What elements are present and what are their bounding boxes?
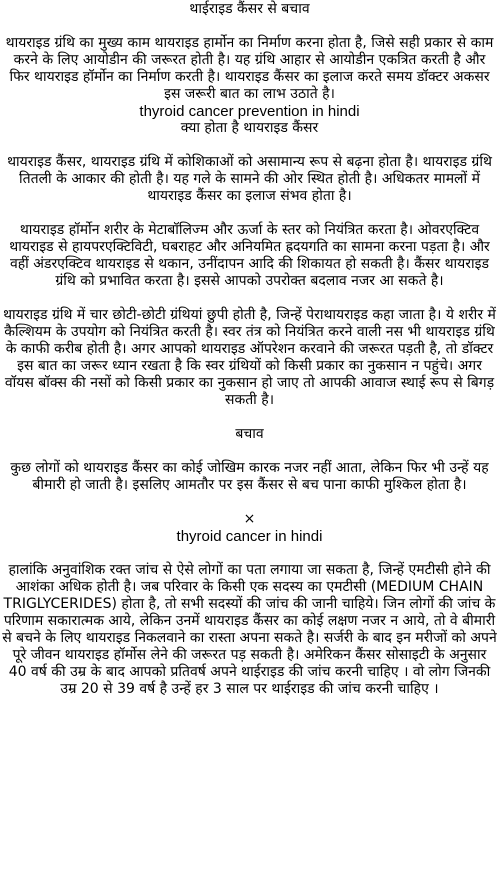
paragraph-parathyroid: थायराइड ग्रंथि में चार छोटी-छोटी ग्रंथियां छुपी होती है, जिन्हें पेराथायराइड कहा जाता है। ये शरीर में कैल्शियम के उपयोग को नियंत्रित करती है। स्वर तंत्र को नियंत्रित करने वाली नस भी थायराइड ग्रंथि के काफी करीब होती है। अगर आपको थायराइड ऑपरेशन करवाने की जरूरत पड़ती है, तो डॉक्टर इस बात का जरूर ध्यान रखता है कि स्वर ग्रंथियों को किसी प्रकार का नुकसान न पहुंचे। अगर वॉयस बॉक्स की नसों को किसी प्रकार का नुकसान हो जाए तो आपकी आवाज स्थाई रूप से बिगड़ सकती है। xyxy=(3,307,496,408)
intro-paragraph: थायराइड ग्रंथि का मुख्य काम थायराइड हार्मोन का निर्माण करना होता है, जिसे सही प्रकार से काम करने के लिए आयोडीन की जरूरत होती है। यह ग्रंथि आहार से आयोडीन एकत्रित करती है और फिर थायराइड हॉर्मोन का निर्माण करती है। थायराइड कैंसर का इलाज करते समय डॉक्टर अकसर इस जरूरी बात का लाभ उठाते है। xyxy=(5,35,494,102)
section-heading-what-is: क्या होता है थायराइड कैंसर xyxy=(180,120,319,136)
english-heading-prevention: thyroid cancer prevention in hindi xyxy=(139,103,360,120)
paragraph-definition: थायराइड कैंसर, थायराइड ग्रंथि में कोशिकाओं को असामान्य रूप से बढ़ना होता है। थायराइड ग्रंथि तितली के आकार की होती है। यह गले के सामने की ओर स्थित होती है। अधिकतर मामलों में थायराइड कैंसर का इलाज संभव होता है। xyxy=(7,154,492,204)
close-icon[interactable]: × xyxy=(243,511,256,527)
article xyxy=(0,1,499,698)
section-heading-prevention: बचाव xyxy=(235,426,264,442)
page-title: थाईराइड कैंसर से बचाव xyxy=(189,1,310,17)
paragraph-hormone: थायराइड हॉर्मोन शरीर के मेटाबॉलिज्म और ऊर्जा के स्तर को नियंत्रित करता है। ओवरएक्टिव थायराइड से हायपरएक्टिविटी, घबराहट और अनियमित ह्रदयगति का सामना करना पड़ता है। और वहीं अंडरएक्टिव थायराइड से थकान, उनींदापन आदि की शिकायत हो सकती है। कैंसर थायराइड ग्रंथि को प्रभावित करता है। इससे आपको उपरोक्त बदलाव नजर आ सकते है। xyxy=(9,222,490,289)
paragraph-risk: कुछ लोगों को थायराइड कैंसर का कोई जोखिम कारक नजर नहीं आता, लेकिन फिर भी उन्हें यह बीमारी हो जाती है। इसलिए आमतौर पर इस कैंसर से बच पाना काफी मुश्किल होता है। xyxy=(10,460,489,493)
paragraph-genetic-test: हालांकि अनुवांशिक रक्त जांच से ऐसे लोगों का पता लगाया जा सकता है, जिन्हें एमटीसी होने की आशंका अधिक होती है। जब परिवार के किसी एक सदस्य का एमटीसी (MEDIUM CHAIN TRIGLYCERIDES) होता है, तो सभी सदस्यों की जांच की जानी चाहिये। जिन लोगों की जांच के परिणाम सकारात्मक आये, लेकिन उनमें थायराइड कैंसर का कोई लक्षण नजर न आये, तो वे बीमारी से बचने के लिए थायराइड निकलवाने का रास्ता अपना सकते है। सर्जरी के बाद इन मरीजों को अपने पूरे जीवन थायराइड हॉर्मोस लेने की जरूरत पड़ सकती है। अमेरिकन कैंसर सोसाइटी के अनुसार 40 वर्ष की उम्र के बाद आपको प्रतिवर्ष अपने थाईराइड की जांच करनी चाहिए । वो लोग जिनकी उम्र 20 से 39 वर्ष है उन्हें हर 3 साल पर थाईराइड की जांच करनी चाहिए । xyxy=(2,562,497,697)
english-heading-thyroid-cancer: thyroid cancer in hindi xyxy=(176,528,323,545)
